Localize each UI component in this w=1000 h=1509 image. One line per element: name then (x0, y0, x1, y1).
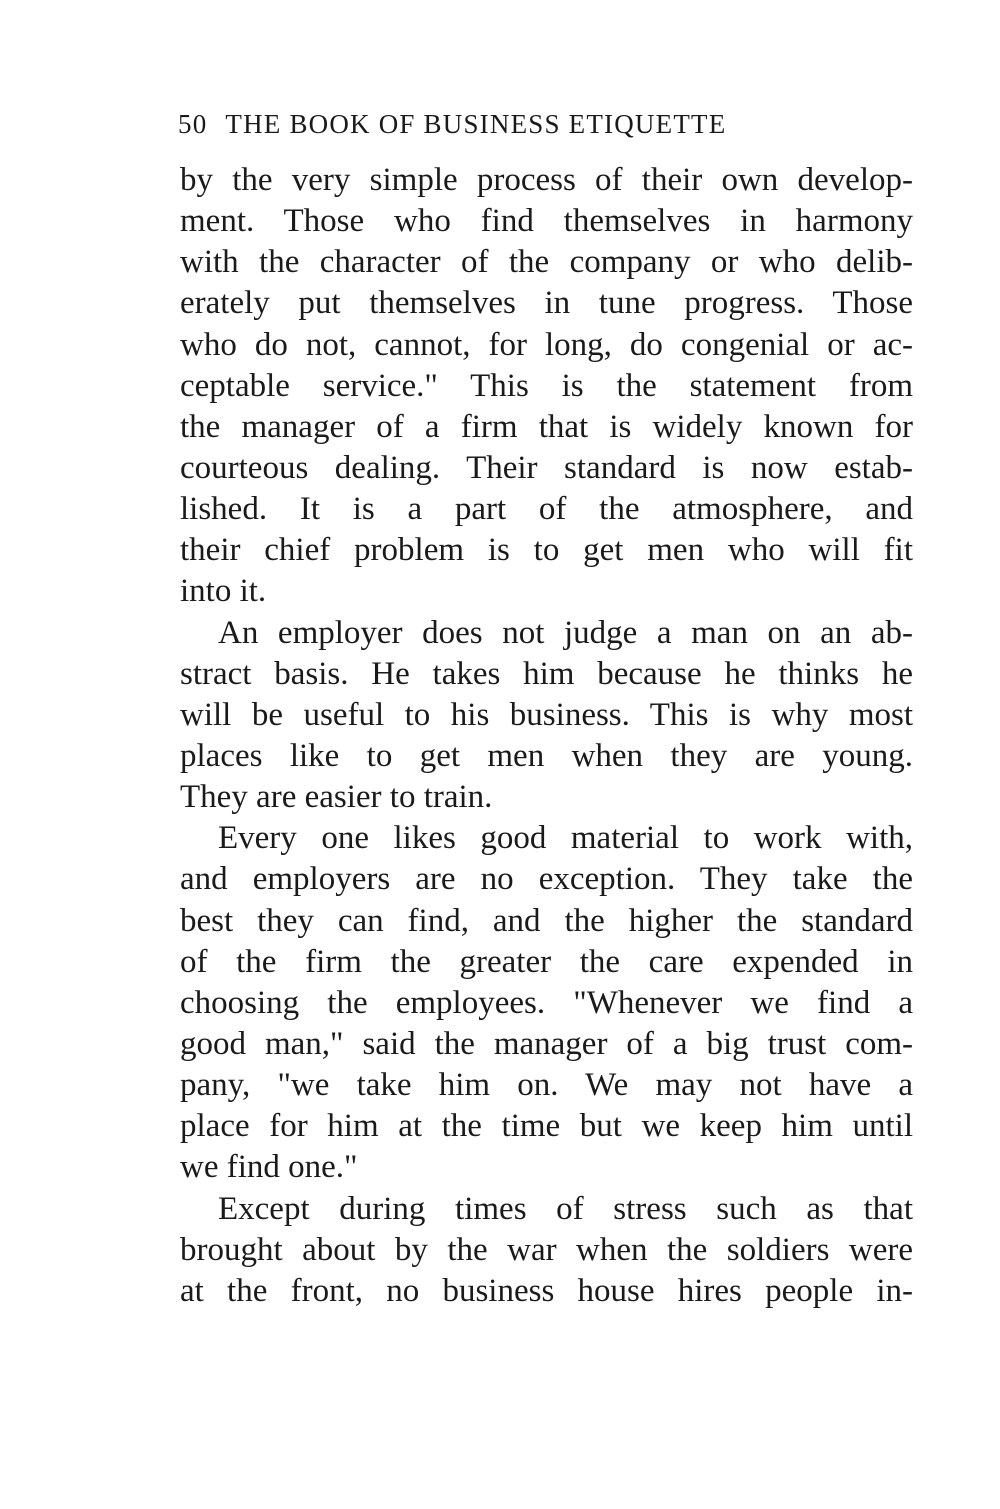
text-line: They are easier to train. (180, 779, 493, 816)
text-line: the manager of a firm that is widely known for (180, 408, 913, 445)
text-line: we find one." (180, 1149, 358, 1186)
text-line: and employers are no exception. They take the (180, 861, 913, 898)
page-number: 50 (178, 109, 208, 139)
book-title: THE BOOK OF BUSINESS ETIQUETTE (225, 109, 727, 139)
text-line: places like to get men when they are young. (180, 737, 913, 774)
text-line: choosing the employees. "Whenever we find a (180, 984, 913, 1021)
text-line: erately put themselves in tune progress. Those (180, 285, 913, 322)
running-head (178, 104, 838, 144)
text-line: courteous dealing. Their standard is now estab- (180, 449, 913, 486)
text-line: lished. It is a part of the atmosphere, and (180, 491, 913, 528)
text-line: best they can find, and the higher the standard (180, 902, 913, 939)
body-text (180, 160, 913, 1312)
text-line: at the front, no business house hires people in- (180, 1272, 913, 1309)
text-line: stract basis. He takes him because he thinks he (180, 655, 913, 692)
text-line: good man," said the manager of a big trust com- (180, 1025, 913, 1062)
text-line: will be useful to his business. This is why most (180, 696, 913, 733)
text-line: ment. Those who find themselves in harmony (180, 203, 913, 240)
text-line: Except during times of stress such as that (218, 1190, 913, 1227)
text-line: by the very simple process of their own develop- (180, 162, 913, 198)
text-line: their chief problem is to get men who will fit (180, 532, 913, 569)
text-line: of the firm the greater the care expended in (180, 943, 913, 980)
text-line: pany, "we take him on. We may not have a (180, 1067, 913, 1104)
text-line: Every one likes good material to work with, (218, 820, 913, 857)
text-line: brought about by the war when the soldiers were (180, 1231, 913, 1268)
text-line: who do not, cannot, for long, do congenial or ac- (180, 326, 913, 363)
text-line: with the character of the company or who delib- (180, 244, 913, 281)
text-line: ceptable service." This is the statement from (180, 367, 913, 404)
text-line: place for him at the time but we keep him until (180, 1108, 913, 1145)
text-line: An employer does not judge a man on an ab- (218, 614, 913, 651)
text-line: into it. (180, 573, 267, 610)
